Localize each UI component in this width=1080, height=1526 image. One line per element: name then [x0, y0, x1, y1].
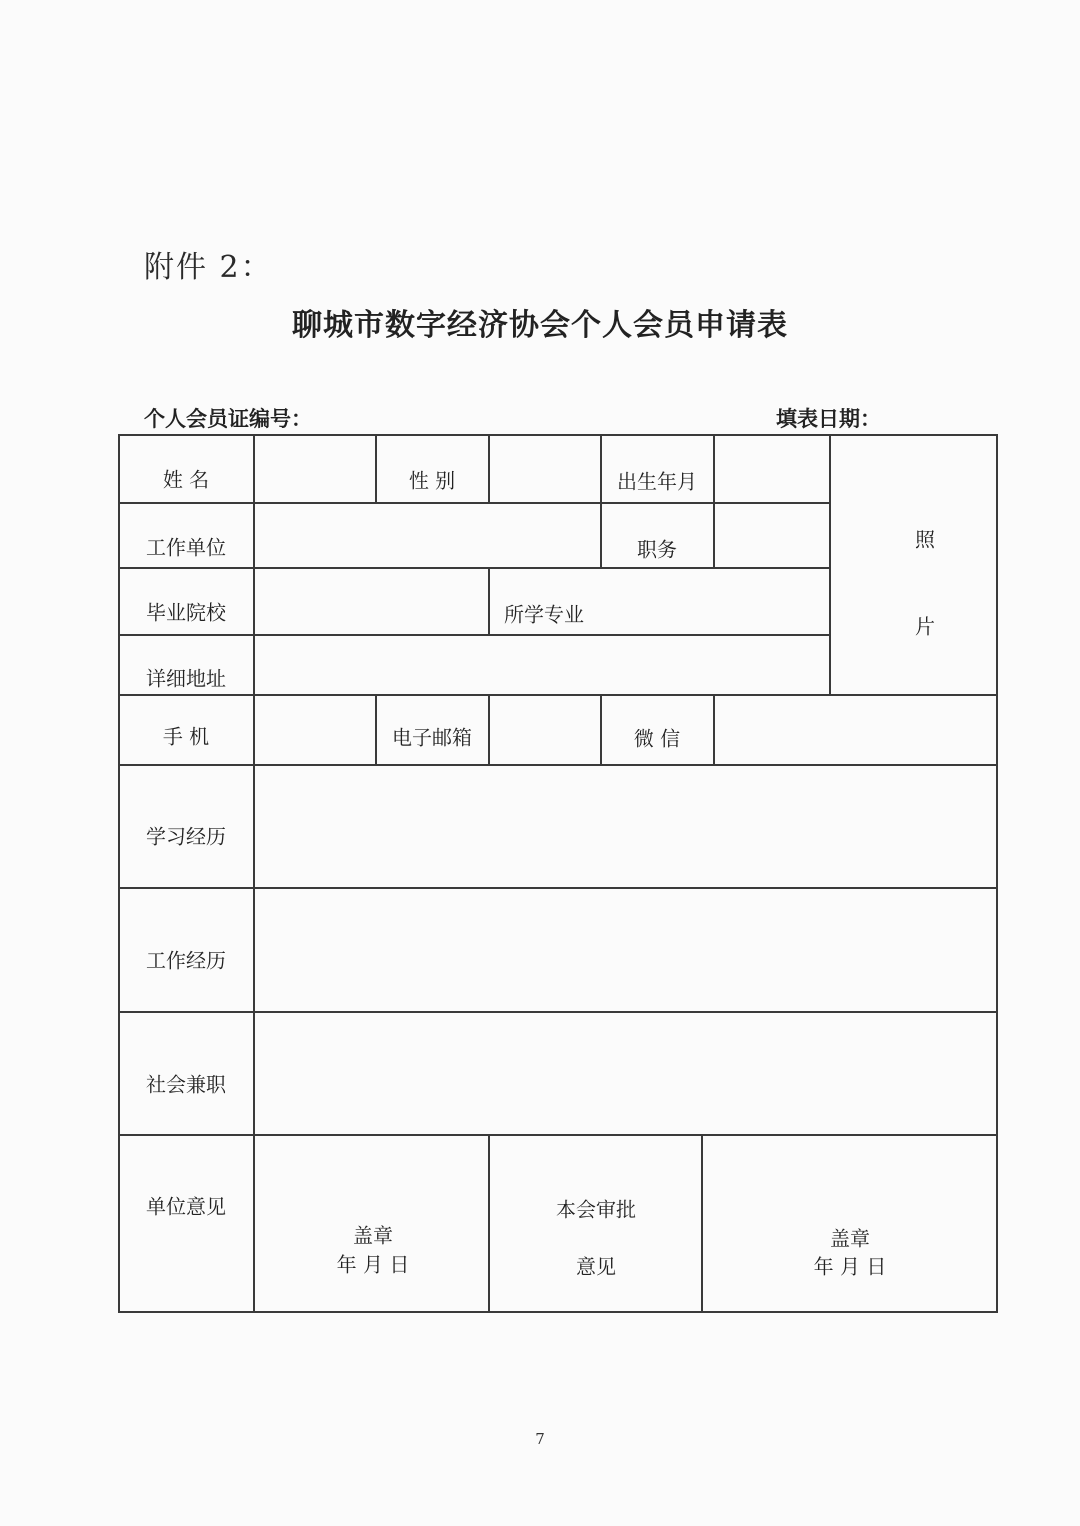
approval-label: 本会审批: [556, 1197, 636, 1222]
table-rule: [996, 434, 998, 1313]
table-rule: [488, 1134, 490, 1311]
table-rule: [118, 434, 120, 1313]
employer-input-cell[interactable]: [255, 504, 600, 567]
position-input-cell[interactable]: [715, 504, 829, 567]
school-input-cell[interactable]: [255, 569, 488, 634]
mobile-label: 手 机: [162, 724, 210, 749]
photo-cell[interactable]: [831, 436, 996, 694]
email-input-cell[interactable]: [490, 696, 600, 764]
fill-date-label: 填表日期：: [776, 406, 881, 431]
name-label: 姓 名: [162, 467, 210, 492]
study-history-label: 学习经历: [146, 824, 226, 849]
major-label: 所学专业: [504, 602, 584, 627]
attachment-label: 附件 2：: [144, 250, 273, 285]
gender-label: 性 别: [408, 468, 456, 493]
wechat-input-cell[interactable]: [715, 696, 996, 764]
wechat-label: 微 信: [633, 726, 681, 751]
date-label: 年 月 日: [813, 1254, 887, 1279]
page-number: 7: [535, 1430, 545, 1448]
study-history-input-cell[interactable]: [255, 766, 996, 887]
mobile-input-cell[interactable]: [255, 696, 375, 764]
position-label: 职务: [637, 537, 677, 562]
employer-label: 工作单位: [146, 535, 226, 560]
major-input-cell[interactable]: [602, 569, 829, 634]
table-rule: [600, 694, 602, 764]
social-positions-label: 社会兼职: [146, 1072, 226, 1097]
name-input-cell[interactable]: [255, 436, 375, 502]
member-number-label: 个人会员证编号：: [144, 406, 312, 431]
work-history-input-cell[interactable]: [255, 889, 996, 1011]
address-input-cell[interactable]: [255, 636, 829, 694]
gender-input-cell[interactable]: [490, 436, 600, 502]
photo-label-top: 照: [915, 527, 935, 552]
photo-label-bottom: 片: [915, 614, 935, 639]
email-label: 电子邮箱: [392, 725, 472, 750]
table-rule: [488, 567, 490, 634]
birth-input-cell[interactable]: [715, 436, 829, 502]
approval-opinion-label: 意见: [576, 1254, 616, 1279]
seal-label: 盖章: [353, 1223, 393, 1248]
school-label: 毕业院校: [146, 600, 226, 625]
table-rule: [375, 694, 377, 764]
date-label: 年 月 日: [336, 1252, 410, 1277]
form-title: 聊城市数字经济协会个人会员申请表: [292, 308, 788, 343]
seal-label: 盖章: [830, 1226, 870, 1251]
work-history-label: 工作经历: [146, 948, 226, 973]
table-rule: [600, 434, 602, 567]
table-rule: [118, 1311, 998, 1313]
birth-label: 出生年月: [617, 469, 697, 494]
unit-opinion-label: 单位意见: [146, 1194, 226, 1219]
social-positions-input-cell[interactable]: [255, 1013, 996, 1134]
table-rule: [375, 434, 377, 502]
address-label: 详细地址: [146, 666, 226, 691]
